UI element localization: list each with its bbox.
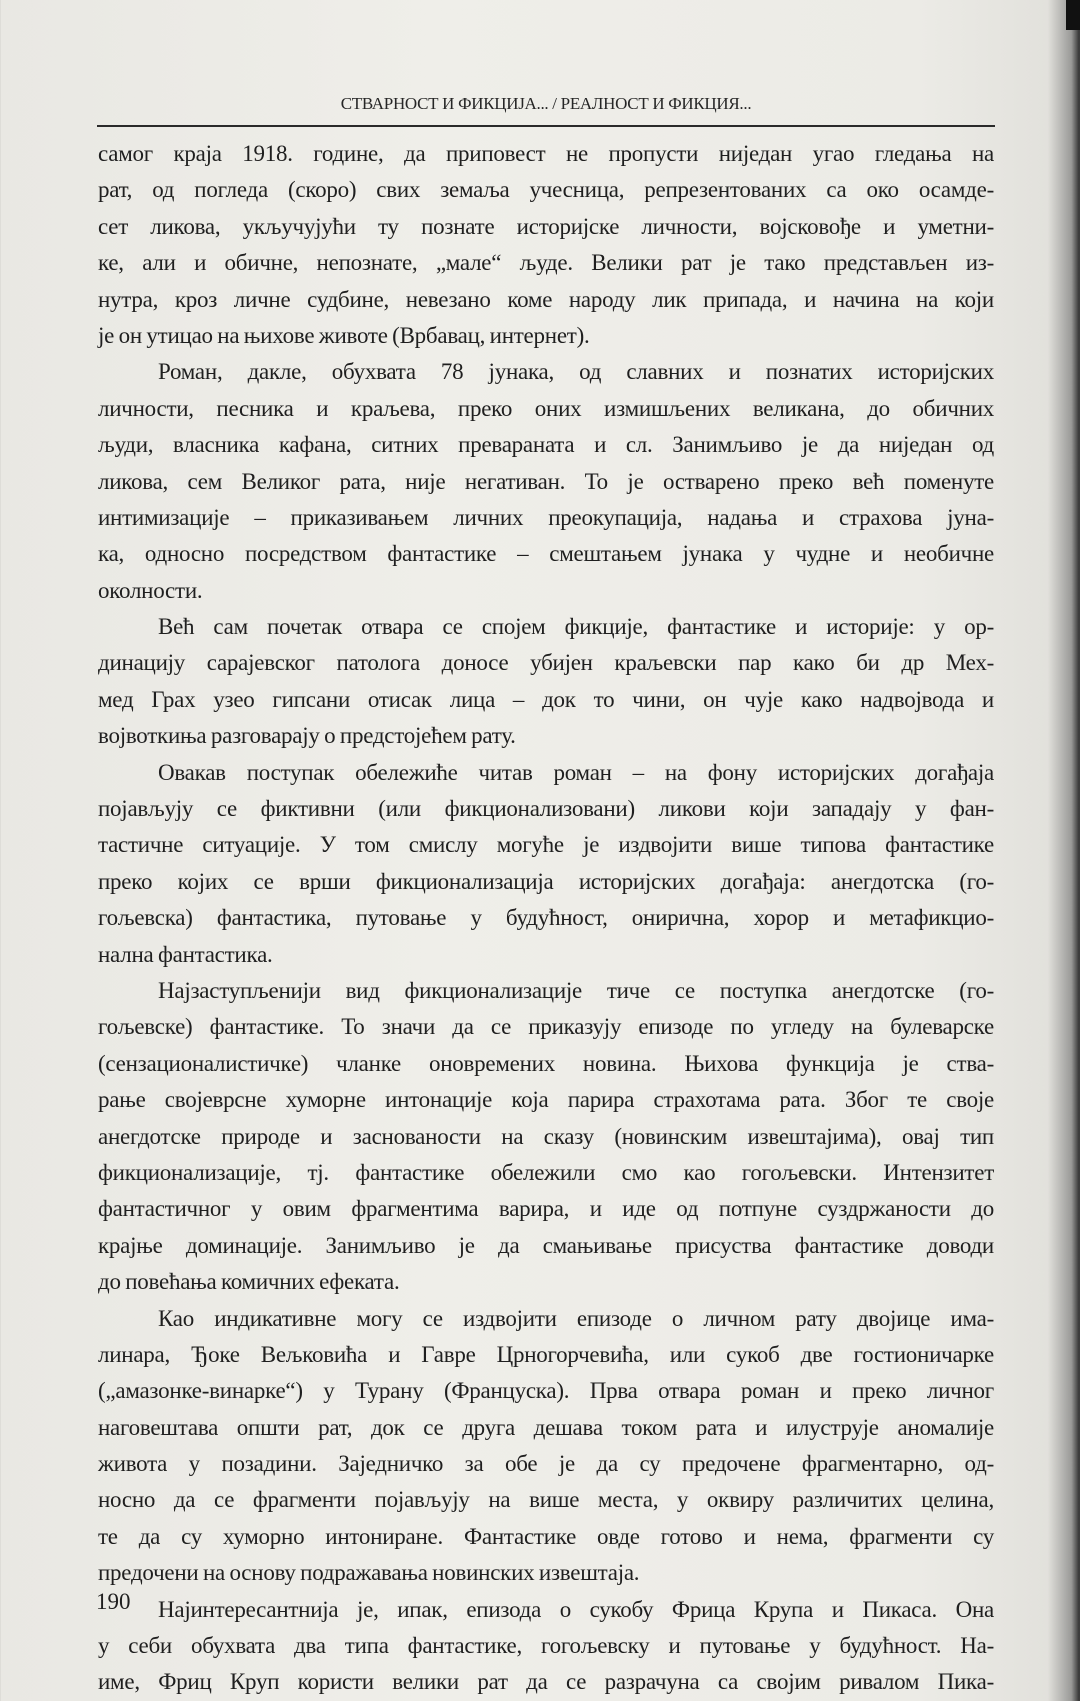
text-line: до повећања комичних ефеката.: [98, 1269, 400, 1295]
text-line: линара, Ђоке Вељковића и Гавре Црногорчевића, или сукоб две гостионичарке: [98, 1341, 994, 1367]
text-line: рат, од погледа (скоро) свих земаља учесница, репрезентованих са око осамде-: [98, 177, 994, 203]
text-line: фантастичног у овим фрагментима варира, и иде од потпуне суздржаности до: [98, 1196, 994, 1222]
text-line: у себи обухвата два типа фантастике, гогољевску и путовање у будућност. На-: [98, 1633, 994, 1659]
text-line: појављују се фиктивни (или фикционализовани) ликови који западају у фан-: [98, 796, 994, 822]
text-line: крајње доминације. Занимљиво је да смањивање присуства фантастике доводи: [98, 1232, 994, 1258]
text-line: околности.: [98, 577, 203, 603]
paragraph: [98, 755, 994, 973]
text-line: људи, власника кафана, ситних превараната и сл. Занимљиво је да ниједан од: [98, 432, 994, 458]
page-number: 190: [96, 1589, 131, 1614]
text-line: Роман, дакле, обухвата 78 јунака, од славних и познатих историјских: [158, 359, 994, 385]
text-line: Као индикативне могу се издвојити епизоде о личном рату двојице има-: [158, 1305, 994, 1331]
header-rule: [97, 125, 995, 127]
paragraph: [98, 1301, 994, 1592]
paragraph: [98, 973, 994, 1301]
text-line: Најзаступљенији вид фикционализације тиче се поступка анегдотске (го-: [158, 977, 994, 1003]
running-header: СТВАРНОСТ И ФИКЦИЈА... / РЕАЛНОСТ И ФИКЦИЯ...: [340, 94, 752, 113]
text-line: анегдотске природе и заснованости на сказу (новинским извештајима), овај тип: [98, 1123, 994, 1149]
text-line: ликова, сем Великог рата, није негативан. То је остварено преко већ поменуте: [98, 468, 994, 494]
paragraph: [98, 136, 994, 354]
text-line: (сензационалистичке) чланке оновремених новина. Њихова функција је ства-: [98, 1050, 994, 1076]
text-line: тастичне ситуације. У том смислу могуће је издвојити више типова фантастике: [98, 832, 994, 858]
paragraph: [98, 354, 994, 609]
text-line: је он утицао на њихове животе (Врбавац, интернет).: [98, 322, 590, 348]
text-line: мед Грах узео гипсани отисак лица – док то чини, он чује како надвојвода и: [98, 686, 994, 712]
text-line: Овакав поступак обележиће читав роман – на фону историјских догађаја: [158, 759, 994, 785]
text-line: личности, песника и краљева, преко оних измишљених великана, до обичних: [98, 395, 994, 421]
text-line: живота у позадини. Заједничко за обе је да су предочене фрагментарно, од-: [98, 1451, 994, 1477]
text-line: сет ликова, укључујући ту познате историјске личности, војсковође и уметни-: [98, 213, 994, 239]
text-line: фикционализације, тј. фантастике обележили смо као гогољевски. Интензитет: [98, 1159, 994, 1185]
book-binding-shadow: [1066, 0, 1080, 30]
text-line: нална фантастика.: [98, 941, 273, 967]
text-line: интимизације – приказивањем личних преокупација, надања и страхова јуна-: [98, 504, 994, 530]
text-line: Већ сам почетак отвара се спојем фикције, фантастике и историје: у ор-: [158, 614, 994, 640]
body-text: [98, 136, 994, 1701]
text-line: те да су хуморно интониране. Фантастике овде готово и нема, фрагменти су: [98, 1523, 994, 1549]
text-line: предочени на основу подражавања новинских извештаја.: [98, 1560, 640, 1586]
text-line: ке, али и обичне, непознате, „мале“ људе. Велики рат је тако представљен из-: [98, 250, 994, 276]
paragraph: [98, 609, 994, 755]
text-line: ка, односно посредством фантастике – смештањем јунака у чудне и необичне: [98, 541, 994, 567]
text-line: носно да се фрагменти појављују на више места, у оквиру различитих целина,: [98, 1487, 994, 1513]
text-line: гољевске) фантастике. То значи да се приказују епизоде по угледу на булеварске: [98, 1014, 994, 1040]
text-line: самог краја 1918. године, да приповест не пропусти ниједан угао гледања на: [98, 141, 994, 166]
text-line: наговештава општи рат, док се друга дешава током рата и илуструје аномалије: [98, 1414, 994, 1440]
text-line: нутра, кроз личне судбине, невезано коме народу лик припада, и начина на који: [98, 286, 994, 312]
text-line: Најинтересантнија је, ипак, епизода о сукобу Фрица Крупа и Пикаса. Она: [158, 1596, 994, 1622]
text-line: име, Фриц Круп користи велики рат да се разрачуна са својим ривалом Пика-: [98, 1669, 994, 1695]
text-line: динацију сарајевског патолога доносе убијен краљевски пар како би др Мех-: [98, 650, 994, 676]
text-line: („амазонке-винарке“) у Турану (Француска). Прва отвара роман и преко личног: [98, 1378, 994, 1404]
text-line: рање својеврсне хуморне интонације која парира страхотама рата. Због те своје: [98, 1087, 994, 1113]
text-line: преко којих се врши фикционализација историјских догађаја: анегдотска (го-: [98, 868, 994, 894]
text-line: гољевска) фантастика, путовање у будућност, онирична, хорор и метафикцио-: [98, 905, 994, 931]
paragraph: [98, 1592, 994, 1701]
text-line: војвоткиња разговарају о предстојећем рату.: [98, 723, 516, 749]
